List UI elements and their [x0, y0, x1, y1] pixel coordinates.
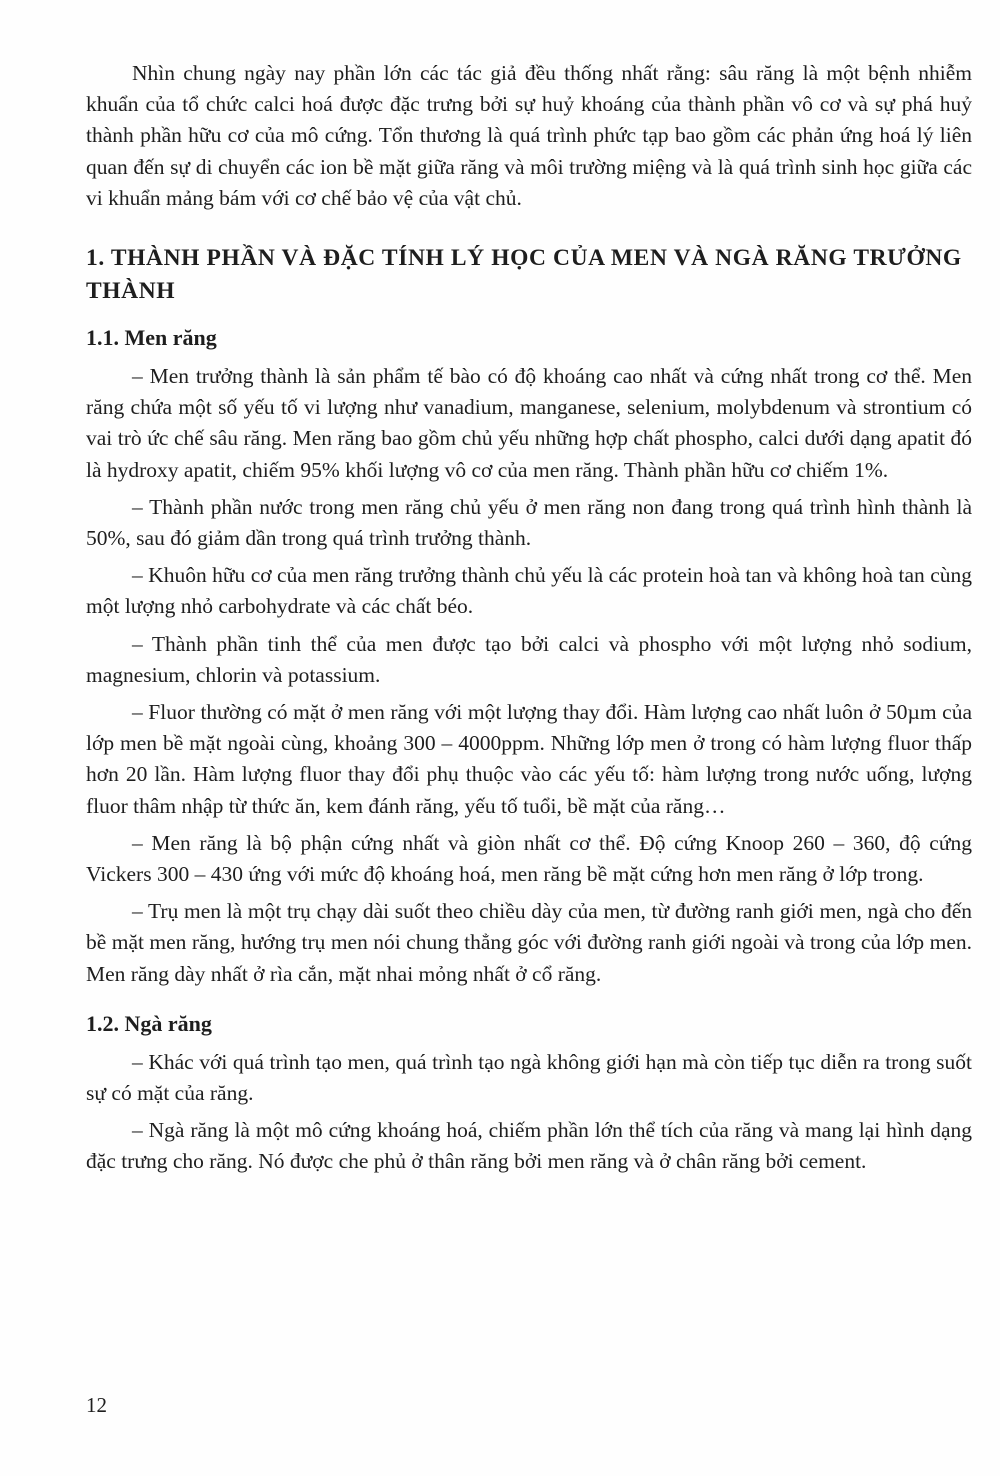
subsection-heading-enamel: 1.1. Men răng [86, 325, 217, 351]
enamel-paragraph: – Trụ men là một trụ chạy dài suốt theo chiều dày của men, từ đường ranh giới men, ngà cho đến bề mặt men răng, hướng trụ men nói chung thẳng góc với đường ranh giới ngoài và trong của lớp men. Men răng dày nhất ở rìa cắn, mặt nhai mỏng nhất ở cổ răng. [86, 899, 972, 986]
page-body [86, 58, 972, 1178]
dentin-paragraph: – Khác với quá trình tạo men, quá trình tạo ngà không giới hạn mà còn tiếp tục diễn ra trong suốt sự có mặt của răng. [86, 1049, 972, 1106]
page-number: 12 [86, 1393, 107, 1417]
enamel-paragraph: – Men trưởng thành là sản phẩm tế bào có độ khoáng cao nhất và cứng nhất trong cơ thể. Men răng chứa một số yếu tố vi lượng như vanadium, manganese, selenium, molybdenum và strontium có vai trò ức chế sâu răng. Men răng bao gồm chủ yếu những hợp chất phospho, calci dưới dạng apatit đó là hydroxy apatit, chiếm 95% khối lượng vô cơ của men răng. Thành phần hữu cơ chiếm 1%. [86, 364, 972, 482]
section-heading: 1. THÀNH PHẦN VÀ ĐẶC TÍNH LÝ HỌC CỦA MEN VÀ NGÀ RĂNG TRƯỞNG THÀNH [86, 245, 962, 305]
dentin-paragraph: – Ngà răng là một mô cứng khoáng hoá, chiếm phần lớn thể tích của răng và mang lại hình dạng đặc trưng cho răng. Nó được che phủ ở thân răng bởi men răng và ở chân răng bởi cement. [86, 1118, 972, 1174]
enamel-paragraph: – Thành phần nước trong men răng chủ yếu ở men răng non đang trong quá trình hình thành là 50%, sau đó giảm dần trong quá trình trưởng thành. [86, 494, 972, 551]
intro-paragraph: Nhìn chung ngày nay phần lớn các tác giả đều thống nhất rằng: sâu răng là một bệnh nhiễm khuẩn của tổ chức calci hoá được đặc trưng bởi sự huỷ khoáng của thành phần vô cơ và sự phá huỷ thành phần hữu cơ của mô cứng. Tổn thương là quá trình phức tạp bao gồm các phản ứng hoá lý liên quan đến sự di chuyển các ion bề mặt giữa răng và môi trường miệng và là quá trình sinh học giữa các vi khuẩn mảng bám với cơ chế bảo vệ của vật chủ. [86, 61, 972, 210]
subsection-heading-dentin: 1.2. Ngà răng [86, 1010, 212, 1036]
enamel-paragraph: – Men răng là bộ phận cứng nhất và giòn nhất cơ thể. Độ cứng Knoop 260 – 360, độ cứng Vickers 300 – 430 ứng với mức độ khoáng hoá, men răng bề mặt cứng hơn men răng ở lớp trong. [86, 830, 972, 887]
enamel-paragraph: – Thành phần tinh thể của men được tạo bởi calci và phospho với một lượng nhỏ sodium, magnesium, chlorin và potassium. [86, 631, 972, 687]
enamel-paragraph: – Fluor thường có mặt ở men răng với một lượng thay đổi. Hàm lượng cao nhất luôn ở 50µm của lớp men bề mặt ngoài cùng, khoảng 300 – 4000ppm. Những lớp men ở trong có hàm lượng fluor thấp hơn 20 lần. Hàm lượng fluor thay đổi phụ thuộc vào các yếu tố: hàm lượng trong nước uống, lượng fluor thâm nhập từ thức ăn, kem đánh răng, yếu tố tuổi, bề mặt của răng… [86, 700, 972, 818]
enamel-paragraph: – Khuôn hữu cơ của men răng trưởng thành chủ yếu là các protein hoà tan và không hoà tan cùng một lượng nhỏ carbohydrate và các chất béo. [86, 563, 972, 619]
